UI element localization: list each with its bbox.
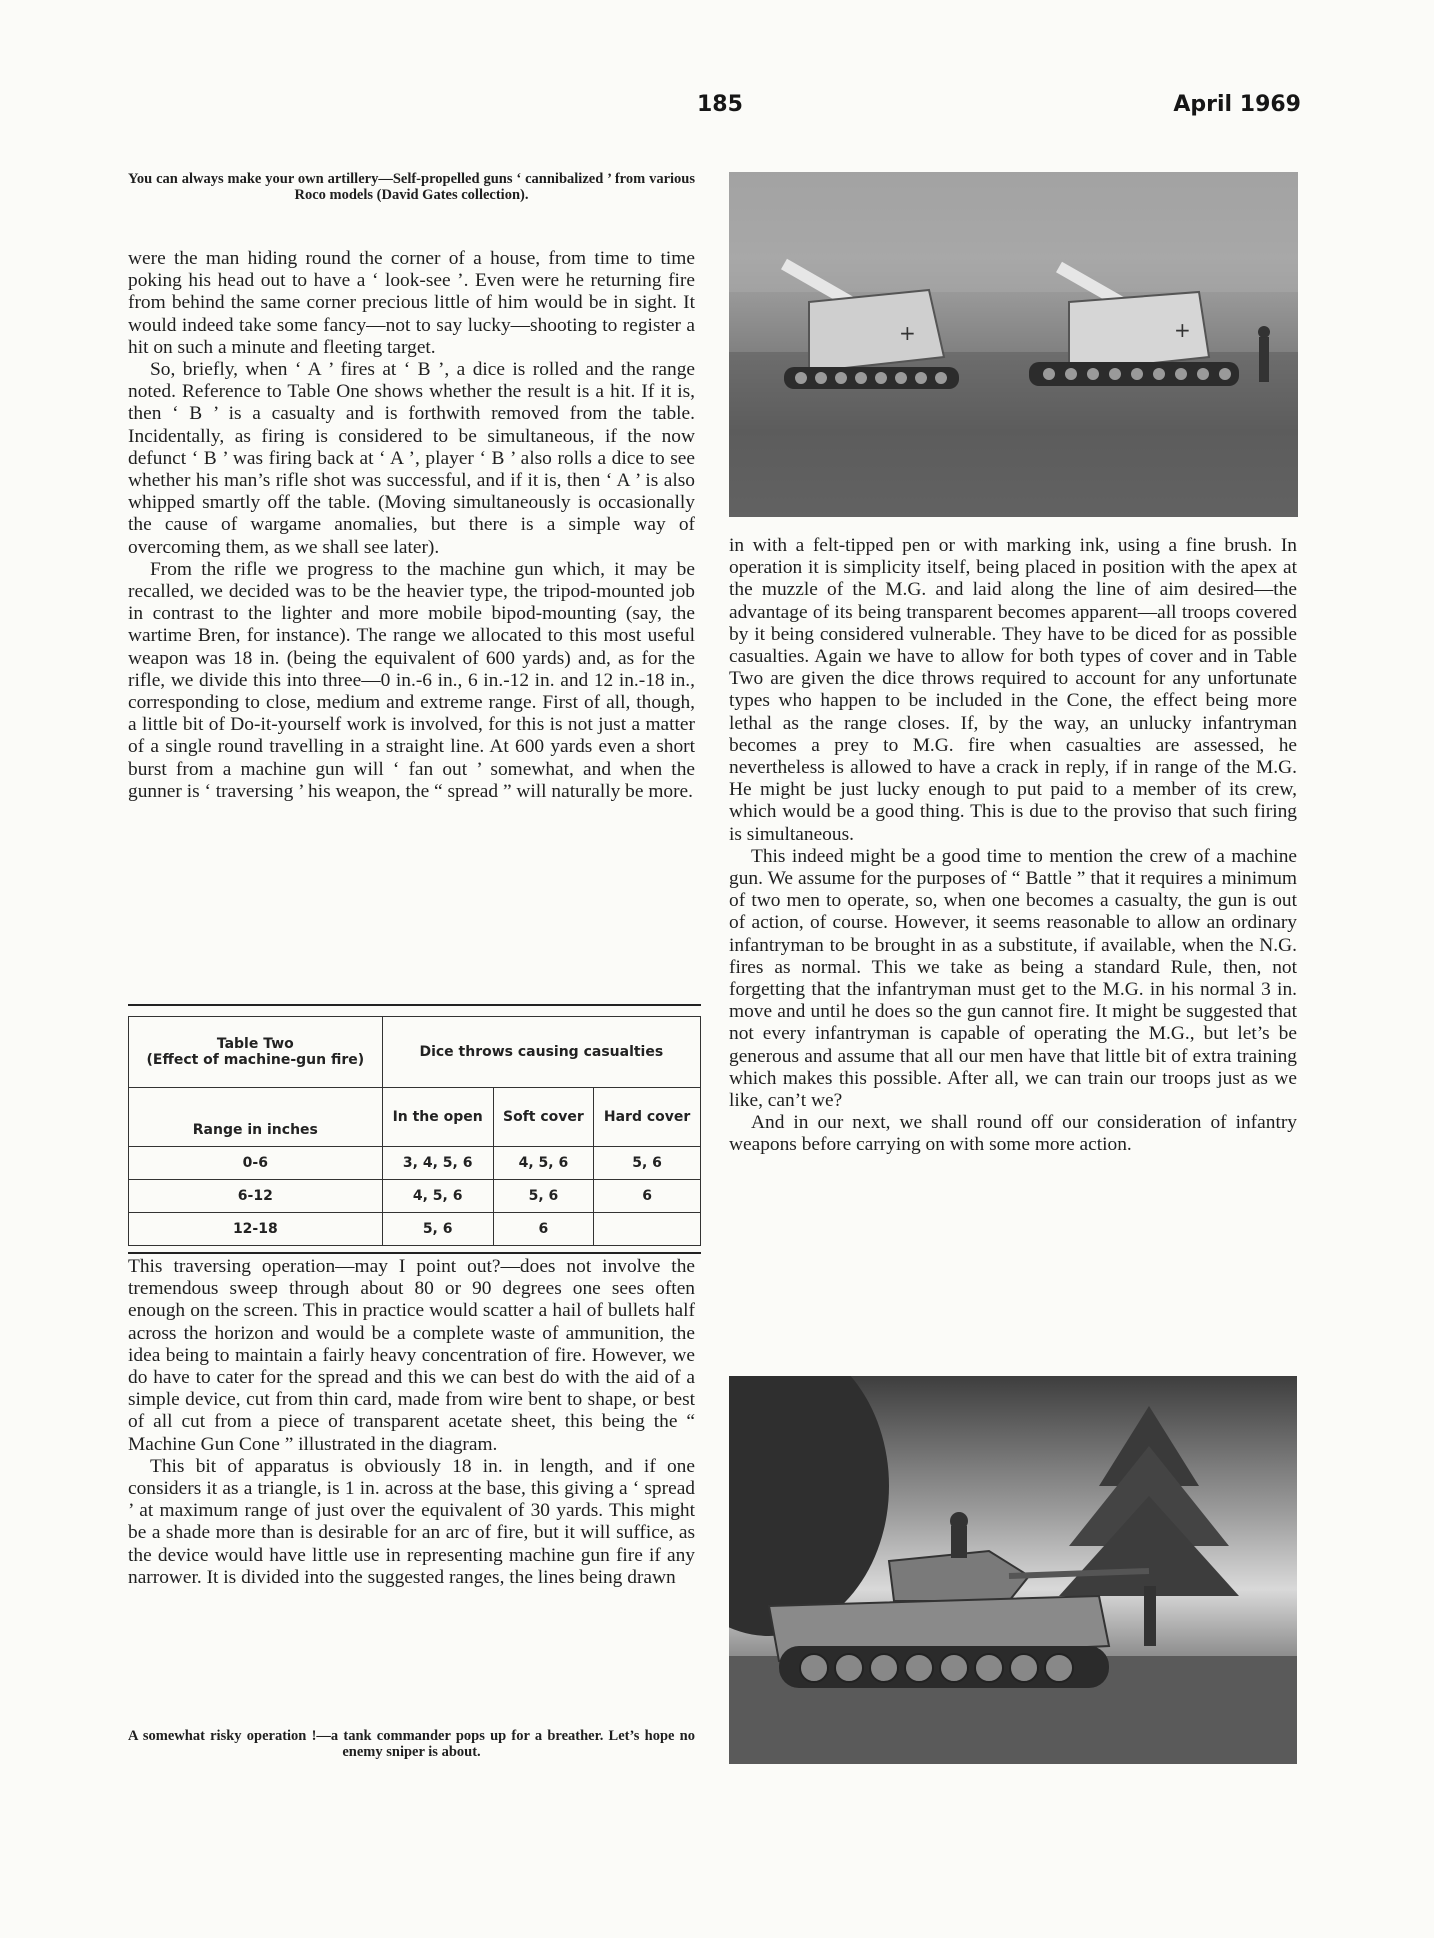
range-cell: 6-12 bbox=[129, 1180, 383, 1213]
bottom-photo-caption: A somewhat risky operation !—a tank commander pops up for a breather. Let’s hope no enemy sniper is about. bbox=[128, 1728, 695, 1760]
page-number: 185 bbox=[697, 92, 743, 117]
issue-date: April 1969 bbox=[1173, 92, 1301, 117]
paragraph: And in our next, we shall round off our consideration of infantry weapons before carrying on with some more action. bbox=[729, 1112, 1297, 1156]
soft-cell: 4, 5, 6 bbox=[493, 1147, 594, 1180]
table-two bbox=[128, 1004, 701, 1254]
svg-text:+: + bbox=[1174, 318, 1191, 342]
table-subtitle: (Effect of machine-gun fire) bbox=[146, 1052, 365, 1068]
left-column-top bbox=[128, 248, 695, 803]
right-column bbox=[729, 535, 1297, 1157]
paragraph: This traversing operation—may I point out?—does not involve the tremendous sweep through about 80 or 90 degrees one sees often enough on the screen. This in practice would scatter a hail of bullets half across the horizon and would be a complete waste of ammunition, the idea being to maintain a fairly heavy concentration of fire. However, we do have to cater for the spread and this we can best do with the aid of a simple device, cut from thin card, made from wire bent to shape, or best of all cut from a piece of transparent acetate sheet, this being the “ Machine Gun Cone ” illustrated in the diagram. bbox=[128, 1256, 695, 1455]
hard-cell: 6 bbox=[594, 1180, 701, 1213]
top-photo-caption: You can always make your own artillery—Self-propelled guns ‘ cannibalized ’ from various Roco models (David Gates collection). bbox=[128, 171, 695, 203]
left-column-bottom bbox=[128, 1256, 695, 1589]
tank-commander-photo bbox=[729, 1376, 1297, 1764]
table-group-header: Dice throws causing casualties bbox=[382, 1017, 700, 1088]
table-row bbox=[129, 1147, 701, 1180]
self-propelled-guns-photo bbox=[729, 172, 1298, 517]
paragraph: in with a felt-tipped pen or with marking ink, using a fine brush. In operation it is simplicity itself, being placed in position with the apex at the muzzle of the M.G. and laid along the line of aim desired—the advantage of its being transparent becomes apparent—all troops covered by it being considered vulnerable. They have to be diced for as possible casualties. Again we have to allow for both types of cover and in Table Two are given the dice throws required to account for any unfortunate types who happen to be included in the Cone, the effect being more lethal as the range closes. If, by the way, an unlucky infantryman becomes a prey to M.G. fire when casualties are assessed, he nevertheless is allowed to have a crack in reply, if in range of the M.G. He might be just lucky enough to put paid to a member of its crew, which would be a good thing. This is due to the proviso that such firing is simultaneous. bbox=[729, 535, 1297, 845]
col-header-soft: Soft cover bbox=[493, 1088, 594, 1147]
open-cell: 3, 4, 5, 6 bbox=[382, 1147, 493, 1180]
table-top-rule bbox=[128, 1004, 701, 1006]
soft-cell: 6 bbox=[493, 1213, 594, 1246]
soft-cell: 5, 6 bbox=[493, 1180, 594, 1213]
svg-text:+: + bbox=[899, 321, 916, 345]
range-cell: 12-18 bbox=[129, 1213, 383, 1246]
range-header: Range in inches bbox=[129, 1088, 383, 1147]
paragraph: From the rifle we progress to the machine gun which, it may be recalled, we decided was to be the heavier type, the tripod-mounted job in contrast to the lighter and more mobile bipod-mounting (say, the wartime Bren, for instance). The range we allocated to this most useful weapon was 18 in. (being the equivalent of 600 yards) and, as for the rifle, we divide this into three—0 in.-6 in., 6 in.-12 in. and 12 in.-18 in., corresponding to close, medium and extreme range. First of all, though, a little bit of Do-it-yourself work is involved, for this is not just a matter of a single round travelling in a straight line. At 600 yards even a short burst from a machine gun will ‘ fan out ’ somewhat, and when the gunner is ‘ traversing ’ his weapon, the “ spread ” will naturally be more. bbox=[128, 558, 695, 802]
paragraph: were the man hiding round the corner of a house, from time to time poking his head out to have a ‘ look-see ’. Even were he returning fire from behind the same corner precious little of him would be in sight. It would indeed take some fancy—not to say lucky—shooting to register a hit on such a minute and fleeting target. bbox=[128, 248, 695, 358]
table-bottom-rule bbox=[128, 1252, 701, 1254]
open-cell: 5, 6 bbox=[382, 1213, 493, 1246]
col-header-open: In the open bbox=[382, 1088, 493, 1147]
range-cell: 0-6 bbox=[129, 1147, 383, 1180]
paragraph: So, briefly, when ‘ A ’ fires at ‘ B ’, a dice is rolled and the range noted. Reference to Table One shows whether the result is a hit. If it is, then ‘ B ’ is a casualty and is forthwith removed from the table. Incidentally, as firing is considered to be simultaneous, if the now defunct ‘ B ’ was firing back at ‘ A ’, player ‘ B ’ also rolls a dice to see whether his man’s rifle shot was successful, and if it is, then ‘ A ’ is also whipped smartly off the table. (Moving simultaneously is occasionally the cause of wargame anomalies, but there is a simple way of overcoming them, as we shall see later). bbox=[128, 359, 695, 558]
hard-cell: 5, 6 bbox=[594, 1147, 701, 1180]
machine-gun-table bbox=[128, 1016, 701, 1246]
paragraph: This bit of apparatus is obviously 18 in. in length, and if one considers it as a triangle, is 1 in. across at the base, this giving a ‘ spread ’ at maximum range of just over the equivalent of 30 yards. This might be a shade more than is desirable for an arc of fire, but it will suffice, as the device would have little use in representing machine gun fire if any narrower. It is divided into the suggested ranges, the lines being drawn bbox=[128, 1455, 695, 1588]
open-cell: 4, 5, 6 bbox=[382, 1180, 493, 1213]
paragraph: This indeed might be a good time to mention the crew of a machine gun. We assume for the purposes of “ Battle ” that it requires a minimum of two men to operate, so, when one becomes a casualty, the gun is out of action, of course. However, it seems reasonable to allow an ordinary infantryman to be brought in as a substitute, if available, when the N.G. fires as normal. This we take as being a standard Rule, then, not forgetting that the infantryman must get to the M.G. in his normal 3 in. move and until he does so the gun cannot fire. It might be suggested that not every infantryman is capable of operating the M.G., but let’s be generous and assume that all our men have that little bit of extra training which makes this possible. After all, we can train our troops just as we like, can’t we? bbox=[729, 845, 1297, 1112]
table-row bbox=[129, 1213, 701, 1246]
table-row bbox=[129, 1180, 701, 1213]
col-header-hard: Hard cover bbox=[594, 1088, 701, 1147]
table-title: Table Two bbox=[216, 1036, 294, 1052]
table-title-cell bbox=[129, 1017, 383, 1088]
hard-cell bbox=[594, 1213, 701, 1246]
